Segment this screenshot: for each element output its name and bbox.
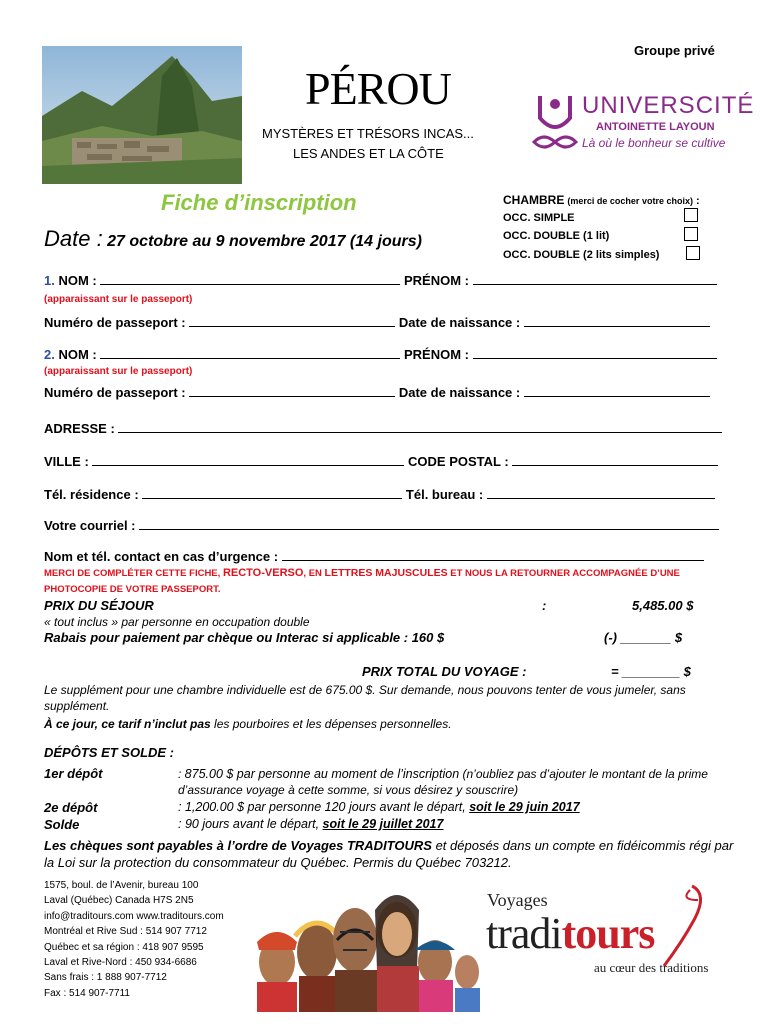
passport-note-1: (apparaissant sur le passeport) (44, 294, 193, 305)
person1-name-row (44, 272, 717, 288)
first-deposit-text: : 875.00 $ par personne au moment de l’inscription (n’oubliez pas d’ajouter le montant de la prime d’assurance voyage à cette somme, si vous désirez y souscrire) (178, 767, 708, 797)
first-deposit-main: 875.00 $ par personne au moment de l’inscription (184, 767, 460, 781)
address-label: ADRESSE : (44, 421, 115, 436)
room-double2-checkbox[interactable] (686, 246, 700, 260)
date-value: 27 octobre au 9 novembre 2017 (14 jours) (107, 233, 422, 250)
birth-label: Date de naissance : (398, 315, 521, 330)
room-option-simple[interactable] (503, 212, 575, 224)
room-option-double-1[interactable] (503, 230, 609, 242)
notice-photocopy: PHOTOCOPIE DE VOTRE PASSEPORT (44, 584, 218, 595)
notice-period: . (217, 584, 221, 595)
price-note: « tout inclus » par personne en occupation double (44, 615, 310, 629)
prenom-label: PRÉNOM : (404, 273, 469, 288)
brand-wordmark (486, 908, 654, 959)
emergency-input[interactable] (282, 548, 704, 561)
cheques-bold: Les chèques sont payables à l’ordre de Voyages TRADITOURS (44, 838, 432, 853)
room-title: CHAMBRE (503, 193, 565, 207)
universcite-subname: ANTOINETTE LAYOUN (596, 121, 715, 133)
second-deposit-label: 2e dépôt (44, 800, 98, 815)
lotus-icon (532, 92, 578, 154)
person1-passport-row (44, 314, 710, 330)
person1-passport-input[interactable] (189, 314, 395, 327)
person2-passport-input[interactable] (189, 384, 395, 397)
nom-label: NOM : (58, 273, 97, 288)
date-label: Date : (44, 226, 103, 251)
brand-tours: tours (561, 909, 655, 958)
subtitle-line-1: MYSTÈRES ET TRÉSORS INCAS... (262, 126, 474, 141)
person1-birth-input[interactable] (524, 314, 710, 327)
person2-name-row (44, 346, 717, 362)
tel-work-label: Tél. bureau : (405, 487, 484, 502)
second-deposit-main: 1,200.00 $ par personne 120 jours avant le départ, (184, 800, 470, 814)
notice-recto-verso: RECTO-VERSO (222, 567, 304, 579)
trip-date (44, 226, 422, 252)
city-label: VILLE : (44, 454, 89, 469)
subtitle-line-2: LES ANDES ET LA CÔTE (293, 146, 444, 161)
total-label: PRIX TOTAL DU VOYAGE : (362, 664, 527, 679)
person1-nom-input[interactable] (100, 272, 400, 285)
cultural-faces-photo (255, 870, 480, 1012)
room-option-label: OCC. DOUBLE (1 lit) (503, 230, 610, 242)
contact-line: Laval (Québec) Canada H7S 2N5 (44, 895, 194, 907)
room-colon: : (696, 195, 700, 207)
group-label: Groupe privé (634, 43, 715, 58)
room-option-label: OCC. DOUBLE (2 lits simples) (503, 249, 660, 261)
exclusion-bold: À ce jour, ce tarif n’inclut pas (44, 717, 211, 731)
person2-nom-input[interactable] (100, 346, 400, 359)
email-label: Votre courriel : (44, 518, 136, 533)
passport-label: Numéro de passeport : (44, 315, 186, 330)
tel-work-input[interactable] (487, 486, 715, 499)
prenom-label: PRÉNOM : (404, 347, 469, 362)
contact-line: Fax : 514 907-7711 (44, 987, 130, 999)
cheques-rest: et déposés dans un compte en fidéicommis régi par la Loi sur la protection du consommateur du Québec. Permis du Québec 703212. (44, 838, 734, 870)
first-deposit-note: (n’oubliez pas d’ajouter le montant de la prime d’assurance voyage à cette somme, si vous désirez y souscrire) (178, 767, 708, 797)
page-title: PÉROU (305, 63, 451, 114)
brand-voyages: Voyages (487, 890, 548, 910)
form-heading: Fiche d’inscription (161, 190, 357, 215)
balance-label: Solde (44, 817, 80, 832)
room-heading (503, 193, 700, 207)
nom-label: NOM : (58, 347, 97, 362)
discount-value: (-) _______ $ (604, 630, 683, 645)
contact-line: Laval et Rive-Nord : 450 934-6686 (44, 957, 197, 969)
exclusion-text (44, 717, 452, 731)
price-amount: 5,485.00 $ (632, 598, 694, 613)
contact-line: Sans frais : 1 888 907-7712 (44, 972, 167, 984)
traditours-logo (482, 880, 732, 990)
phone-row (44, 486, 715, 502)
person2-prenom-input[interactable] (473, 346, 717, 359)
universcite-tagline: Là où le bonheur se cultive (582, 136, 726, 150)
person2-number: 2. (44, 347, 55, 362)
price-colon: : (542, 598, 547, 613)
room-simple-checkbox[interactable] (684, 208, 698, 222)
contact-line: Québec et sa région : 418 907 9595 (44, 941, 204, 953)
city-row (44, 453, 718, 469)
address-input[interactable] (118, 420, 722, 433)
contact-line: Montréal et Rive Sud : 514 907 7712 (44, 926, 207, 938)
supplement-text: Le supplément pour une chambre individuelle est de 675.00 $. Sur demande, nous pouvons tenter de vous jumeler, sans supplément. (44, 683, 686, 713)
birth-label: Date de naissance : (398, 385, 521, 400)
second-deposit-date: soit le 29 juin 2017 (469, 800, 580, 814)
notice-part-5: ET NOUS LA RETOURNER ACCOMPAGNÉE D’UNE (447, 568, 680, 579)
person2-birth-input[interactable] (524, 384, 710, 397)
postal-input[interactable] (512, 453, 718, 466)
room-note: (merci de cocher votre choix) (567, 196, 693, 206)
contact-block (44, 878, 224, 1001)
emergency-row (44, 548, 704, 564)
deposits-heading: DÉPÔTS ET SOLDE : (44, 745, 175, 760)
notice-part-1: MERCI DE COMPLÉTER CETTE FICHE, (44, 568, 223, 579)
postal-label: CODE POSTAL : (408, 454, 509, 469)
room-option-label: OCC. SIMPLE (503, 212, 575, 224)
discount-label: Rabais pour paiement par chèque ou Interac si applicable : 160 $ (44, 630, 445, 645)
contact-line: info@traditours.com www.traditours.com (44, 910, 224, 922)
brand-tradi: tradi (486, 909, 562, 958)
notice-majuscules: LETTRES MAJUSCULES (324, 567, 448, 579)
universcite-name: UNIVERSCITÉ (582, 92, 755, 119)
passport-note-2: (apparaissant sur le passeport) (44, 366, 193, 377)
person1-number: 1. (44, 273, 55, 288)
address-row (44, 420, 722, 436)
email-row (44, 517, 719, 533)
total-value: = ________ $ (611, 664, 691, 679)
cheques-text (44, 837, 734, 871)
machu-picchu-photo (42, 46, 242, 184)
contact-line: 1575, boul. de l’Avenir, bureau 100 (44, 880, 199, 891)
completion-notice (44, 565, 734, 598)
universcite-logo (532, 92, 755, 156)
tel-home-label: Tél. résidence : (44, 487, 139, 502)
emergency-label: Nom et tél. contact en cas d’urgence : (44, 549, 279, 564)
passport-label: Numéro de passeport : (44, 385, 186, 400)
person2-passport-row (44, 384, 710, 400)
brand-tagline: au cœur des traditions (594, 960, 709, 975)
second-deposit-text: : 1,200.00 $ par personne 120 jours avant le départ, soit le 29 juin 2017 (178, 800, 580, 814)
price-label: PRIX DU SÉJOUR (44, 598, 154, 613)
tel-home-input[interactable] (142, 486, 402, 499)
exclusion-rest: les pourboires et les dépenses personnelles. (210, 717, 452, 731)
person1-prenom-input[interactable] (473, 272, 717, 285)
notice-part-3: , EN (303, 568, 325, 579)
balance-main: 90 jours avant le départ, (184, 817, 323, 831)
balance-text: : 90 jours avant le départ, soit le 29 juillet 2017 (178, 817, 444, 831)
room-option-double-2[interactable] (503, 249, 659, 261)
room-double1-checkbox[interactable] (684, 227, 698, 241)
balance-date: soit le 29 juillet 2017 (322, 817, 444, 831)
email-input[interactable] (139, 517, 719, 530)
city-input[interactable] (92, 453, 404, 466)
first-deposit-label: 1er dépôt (44, 766, 103, 781)
